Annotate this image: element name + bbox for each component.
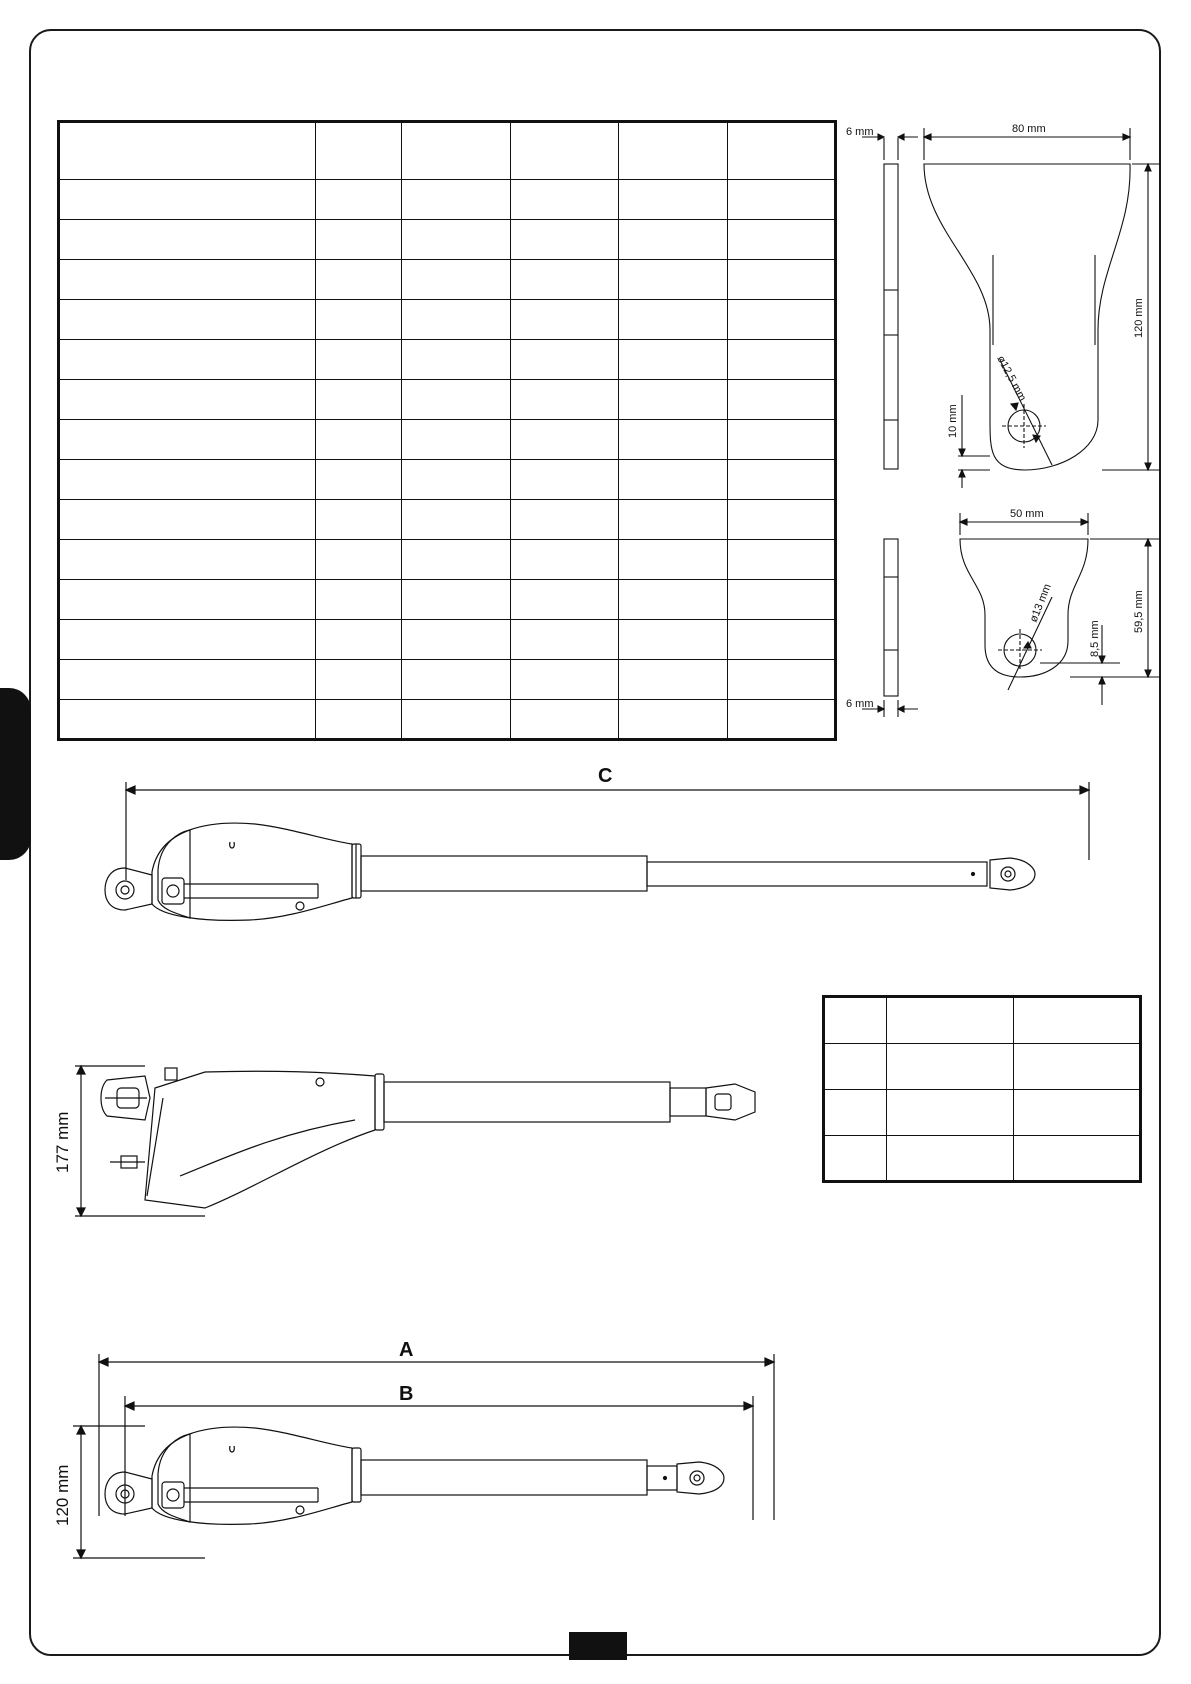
table-cell bbox=[315, 620, 401, 660]
table-cell bbox=[59, 500, 316, 540]
table-cell bbox=[59, 700, 316, 740]
table-cell bbox=[727, 220, 835, 260]
section-side-tab bbox=[0, 688, 31, 860]
table-row bbox=[824, 1136, 1141, 1182]
table-cell bbox=[315, 260, 401, 300]
table-cell bbox=[619, 540, 727, 580]
table-cell bbox=[824, 997, 887, 1044]
table-cell bbox=[727, 460, 835, 500]
table-cell bbox=[59, 300, 316, 340]
table-cell bbox=[727, 580, 835, 620]
table-cell bbox=[510, 180, 618, 220]
motor-housing bbox=[152, 823, 352, 920]
table-cell bbox=[315, 340, 401, 380]
table-cell bbox=[619, 260, 727, 300]
table-row bbox=[59, 180, 836, 220]
table-cell bbox=[402, 180, 510, 220]
table-cell bbox=[510, 660, 618, 700]
table-cell bbox=[315, 460, 401, 500]
table-cell bbox=[402, 300, 510, 340]
rear-hole-label: ø13 mm bbox=[1027, 582, 1054, 625]
table-cell bbox=[59, 260, 316, 300]
table-cell bbox=[59, 220, 316, 260]
dimension-table bbox=[822, 995, 1142, 1183]
table-cell bbox=[824, 1136, 887, 1182]
table-cell bbox=[402, 660, 510, 700]
table-cell bbox=[619, 700, 727, 740]
table-cell bbox=[727, 340, 835, 380]
table-cell bbox=[510, 500, 618, 540]
dimension-c-label: C bbox=[598, 765, 613, 787]
table-cell bbox=[727, 380, 835, 420]
table-cell bbox=[510, 620, 618, 660]
front-bracket-drawing bbox=[840, 120, 1160, 490]
table-cell bbox=[1014, 1090, 1141, 1136]
table-cell bbox=[59, 380, 316, 420]
actuator-retracted-view bbox=[55, 1330, 795, 1560]
table-cell bbox=[727, 540, 835, 580]
table-cell bbox=[59, 340, 316, 380]
table-row bbox=[59, 260, 836, 300]
table-cell bbox=[727, 122, 835, 180]
table-cell bbox=[824, 1044, 887, 1090]
table-cell bbox=[59, 122, 316, 180]
table-cell bbox=[1014, 997, 1141, 1044]
table-cell bbox=[315, 700, 401, 740]
table-cell bbox=[824, 1090, 887, 1136]
dimension-a-label: A bbox=[399, 1339, 414, 1361]
rear-height-label: 59,5 mm bbox=[1133, 590, 1145, 633]
table-cell bbox=[510, 460, 618, 500]
front-thickness-label: 6 mm bbox=[846, 126, 874, 138]
table-cell bbox=[315, 122, 401, 180]
table-cell bbox=[402, 460, 510, 500]
table-row bbox=[59, 220, 836, 260]
table-cell bbox=[510, 580, 618, 620]
table-cell bbox=[510, 420, 618, 460]
actuator-extended-view bbox=[90, 760, 1130, 930]
table-cell bbox=[727, 420, 835, 460]
table-cell bbox=[727, 300, 835, 340]
table-cell bbox=[510, 220, 618, 260]
table-cell bbox=[887, 1136, 1014, 1182]
width-dimension-label: 120 mm bbox=[53, 1464, 72, 1526]
table-cell bbox=[402, 620, 510, 660]
table-cell bbox=[510, 540, 618, 580]
table-row bbox=[59, 500, 836, 540]
table-cell bbox=[315, 660, 401, 700]
table-cell bbox=[1014, 1044, 1141, 1090]
table-cell bbox=[315, 180, 401, 220]
table-row bbox=[59, 580, 836, 620]
rear-thickness-label: 6 mm bbox=[846, 698, 874, 710]
table-cell bbox=[619, 340, 727, 380]
table-cell bbox=[402, 700, 510, 740]
outer-tube bbox=[361, 856, 647, 891]
table-cell bbox=[315, 220, 401, 260]
front-width-label: 80 mm bbox=[1012, 123, 1046, 135]
table-cell bbox=[402, 260, 510, 300]
specification-table-body bbox=[59, 122, 836, 740]
table-row bbox=[59, 460, 836, 500]
table-row bbox=[59, 420, 836, 460]
table-cell bbox=[402, 580, 510, 620]
table-row bbox=[59, 122, 836, 180]
table-cell bbox=[315, 420, 401, 460]
table-cell bbox=[402, 340, 510, 380]
table-cell bbox=[315, 540, 401, 580]
table-row bbox=[59, 300, 836, 340]
table-cell bbox=[510, 122, 618, 180]
table-cell bbox=[619, 300, 727, 340]
table-cell bbox=[887, 997, 1014, 1044]
table-cell bbox=[402, 220, 510, 260]
table-row bbox=[824, 997, 1141, 1044]
table-cell bbox=[727, 500, 835, 540]
table-row bbox=[59, 660, 836, 700]
table-cell bbox=[727, 620, 835, 660]
table-cell bbox=[59, 180, 316, 220]
table-cell bbox=[402, 540, 510, 580]
table-cell bbox=[315, 380, 401, 420]
table-cell bbox=[619, 420, 727, 460]
rear-width-label: 50 mm bbox=[1010, 508, 1044, 520]
table-cell bbox=[619, 580, 727, 620]
table-cell bbox=[59, 620, 316, 660]
height-dimension-label: 177 mm bbox=[53, 1111, 72, 1173]
table-cell bbox=[59, 580, 316, 620]
table-cell bbox=[402, 122, 510, 180]
table-cell bbox=[619, 500, 727, 540]
table-row bbox=[59, 700, 836, 740]
table-cell bbox=[727, 700, 835, 740]
table-cell bbox=[619, 220, 727, 260]
rear-offset-label: 8,5 mm bbox=[1089, 620, 1101, 657]
table-cell bbox=[619, 460, 727, 500]
table-row bbox=[59, 540, 836, 580]
retracted-motor-housing bbox=[152, 1427, 352, 1524]
table-cell bbox=[619, 180, 727, 220]
table-cell bbox=[510, 700, 618, 740]
table-row bbox=[824, 1090, 1141, 1136]
table-cell bbox=[619, 122, 727, 180]
rear-bracket-drawing bbox=[840, 505, 1160, 730]
specification-table bbox=[57, 120, 837, 741]
table-cell bbox=[315, 500, 401, 540]
table-cell bbox=[315, 300, 401, 340]
table-row bbox=[59, 340, 836, 380]
side-motor-housing bbox=[145, 1071, 375, 1208]
table-cell bbox=[59, 460, 316, 500]
table-cell bbox=[59, 420, 316, 460]
actuator-side-view bbox=[55, 1058, 785, 1228]
table-cell bbox=[402, 380, 510, 420]
table-cell bbox=[619, 660, 727, 700]
table-cell bbox=[510, 380, 618, 420]
dimension-table-body bbox=[824, 997, 1141, 1182]
table-cell bbox=[727, 660, 835, 700]
table-cell bbox=[619, 380, 727, 420]
table-cell bbox=[727, 260, 835, 300]
table-row bbox=[824, 1044, 1141, 1090]
table-cell bbox=[887, 1090, 1014, 1136]
front-hole-label: ø12,5 mm bbox=[994, 353, 1029, 404]
table-cell bbox=[1014, 1136, 1141, 1182]
table-cell bbox=[619, 620, 727, 660]
table-cell bbox=[402, 500, 510, 540]
dimension-b-label: B bbox=[399, 1383, 414, 1405]
page-number-box bbox=[569, 1632, 627, 1660]
table-cell bbox=[727, 180, 835, 220]
table-cell bbox=[510, 300, 618, 340]
table-row bbox=[59, 380, 836, 420]
table-cell bbox=[887, 1044, 1014, 1090]
rear-bracket-side-profile bbox=[884, 539, 898, 696]
table-cell bbox=[315, 580, 401, 620]
table-cell bbox=[402, 420, 510, 460]
inner-rod bbox=[647, 862, 987, 886]
table-cell bbox=[59, 540, 316, 580]
front-offset-label: 10 mm bbox=[947, 404, 959, 438]
table-row bbox=[59, 620, 836, 660]
table-cell bbox=[59, 660, 316, 700]
front-height-label: 120 mm bbox=[1133, 298, 1145, 338]
table-cell bbox=[510, 340, 618, 380]
front-bracket-side-profile bbox=[884, 164, 898, 469]
table-cell bbox=[510, 260, 618, 300]
